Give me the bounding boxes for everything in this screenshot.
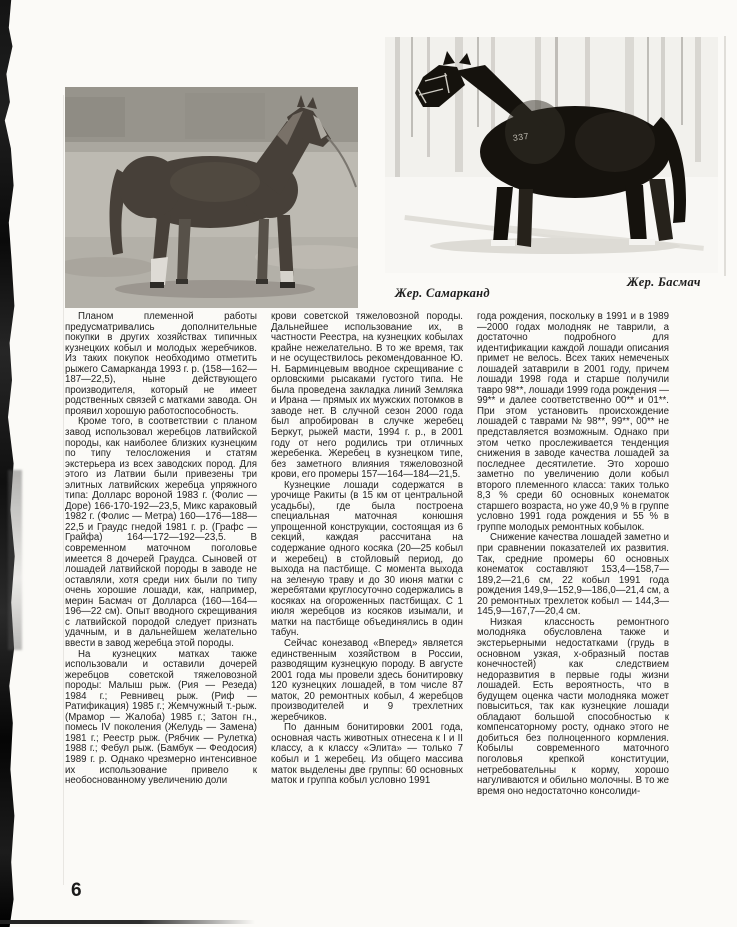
text-column-1 <box>65 312 257 797</box>
paragraph: По данным бонитировки 2001 года, основная часть животных отнесена к I и II классу, а к классу «Элита» — только 7 кобыл и 1 жеребец. Из общего массива маток выделены две группы: 60 основных маток и группа кобыл условно 1991 <box>271 722 463 787</box>
text-column-2 <box>271 312 463 797</box>
paragraph: На кузнецких матках также использовали и оставили дочерей жеребцов советской тяжеловозной породы: Малыш рыж. (Рия — Резеда) 1984 г.; Ревнивец рыж. (Риф — Ратификация) 1985 г.; Жемчужный т.-рыж. (Мрамор — Жалоба) 1985 г.; Затон гн., помесь IV поколения (Желудь — Замена) 1981 г.; Реестр рыж. (Рябчик — Рулетка) 1988 г.; Фебул рыж. (Бамбук — Феодосия) 1989 г. р. Однако чрезмерно интенсивное их использование привело к необоснованному увеличению доли <box>65 648 257 787</box>
page-edge-line <box>724 36 726 276</box>
photo-stallion-basmach <box>385 37 718 273</box>
scan-artifact-left-edge <box>0 0 16 927</box>
page-fold-line <box>63 95 64 885</box>
paragraph: Планом племенной работы предусматривались дополнительные покупки в других хозяйствах типичных кузнецких кобыл и молодых жеребчиков. Из таких покупок необходимо отметить рыжего Самарканда 1993 г. р. (158—162—187—22,5), ныне действующего производителя, который не имеет родственных связей с матками завода. Он проявил хорошую работоспособность. <box>65 311 257 417</box>
photo-stallion-samarkand <box>65 87 358 308</box>
shoulder-brand-number: 337 <box>512 131 530 144</box>
paragraph: Сейчас конезавод «Вперед» является единственным хозяйством в России, разводящим кузнецкую породу. В августе 2001 года мы провели здесь бонитировку 120 кузнецких лошадей, в том числе 87 маток, 20 ремонтных кобыл, 4 жеребцов производителей и 9 трехлетних жеребчиков. <box>271 637 463 723</box>
horse-in-field-image <box>65 87 358 308</box>
paragraph: Низкая классность ремонтного молодняка обусловлена также и экстерьерными недостатками (грудь в основном узкая, х-образный постав конечностей) как следствием недоразвития в первые годы жизни лошадей. Есть вероятность, что в будущем оценка части молодняка может повыситься, так как кузнецкие лошади обладают большой способностью к компенсаторному росту, однако этого не добиться без полноценного кормления. Кобылы современного маточного поголовья крепкой конституции, нетребовательны к корму, хорошо нагуливаются и обильно молочны. В то же время оно недостаточно консолиди- <box>477 616 669 797</box>
paragraph: Кроме того, в соответствии с планом завод использовал жеребцов латвийской породы, как наиболее близких кузнецким по типу телосложения и статям экстерьера из всех заводских пород. Для этого из Латвии были привезены три элитных латвийских жеребца упряжного типа: Долларс вороной 1983 г. (Фолис — Доре) 166-170-192—23,5, Микс караковый 1982 г. (Фолис — Метра) 160—176—188—22,5 и Граудс гнедой 1981 г. р. (Графс — Грайфа) 164—172—192—23,5. В современном маточном поголовье имеется 8 дочерей Граудса. Сыновей от лошадей латвийской породы в заводе не оставляли, хотя среди них были по типу очень хорошие лошади, как, например, мерин Басмач от Долларса (160—164—196—22 см). Опыт вводного скрещивания с латвийской породой следует признать удачным, и в дальнейшем желательно ввести в завод жеребца этой породы. <box>65 416 257 649</box>
article-text-columns <box>65 312 669 797</box>
paragraph: Снижение качества лошадей заметно и при сравнении показателей их развития. Так, средние промеры 60 основных конематок составляют 153,4—158,7—189,2—21,6 см, 22 кобыл 1991 года рождения 149,9—152,9—186,0—21,4 см, а 20 ремонтных трехлеток кобыл — 144,3—145,9—167,7—20,4 см. <box>477 532 669 618</box>
paragraph: крови советской тяжеловозной породы. Дальнейшее использование их, в частности Реестра, на кузнецких кобылах крайне нежелательно. В то же время, так и не осуществилось рекомендованное Ю. Н. Барминцевым вводное скрещивание с орловскими рысаками густого типа. Не была проведена закладка линий Земляка и Ирана — прямых их мужских потомков в заводе нет. В случной сезон 2000 года был апробирован в случке жеребец Беркут, рыжей масти, 1994 г. р., в 2001 году от него родились три отличных жеребенка. Жеребец в кузнецком типе, без заметного влияния тяжеловозной крови, его промеры 157—164—184—21,5. <box>271 311 463 481</box>
text-column-3 <box>477 312 669 797</box>
photo-caption-samarkand: Жер. Самарканд <box>395 286 490 300</box>
photo-caption-basmach: Жер. Басмач <box>627 275 701 289</box>
horse-in-snow-image <box>385 37 718 273</box>
scan-artifact-smudge <box>8 470 22 650</box>
paragraph: года рождения, поскольку в 1991 и в 1989—2000 годах молодняк не таврили, а достаточно подробного для идентификации каждой лошади описания примет не велось. Всех таких немеченых лошадей затаврили в 2001 году, причем лошади 1998 года и старше получили тавро 98**, лошади 1999 года рождения — 99** и далее соответственно 00** и 01**. При этом установить происхождение лошадей с таврами № 98**, 99**, 00** не представляется возможным. Однако при этом четко прослеживается тенденция снижения в заводе качества лошадей за последнее десятилетие. Это хорошо заметно по увеличению доли кобыл второго племенного класса: таких только 8,3 % среди 60 основных конематок старшего возраста, но уже 40,9 % в группе условно 1991 года рождения и 55 % в группе молодых ремонтных кобылок. <box>477 311 669 533</box>
paragraph: Кузнецкие лошади содержатся в урочище Ракиты (в 15 км от центральной усадьбы), где была построена специальная маточная конюшня упрощенной конструкции, состоящая из 6 секций, каждая рассчитана на содержание одного косяка (20—25 кобыл и жеребец) в стойловый период, до выхода на пастбище. С момента выхода на зеленую траву и до 30 июня матки с жеребятами круглосуточно содержались в косяках на огороженных пастбищах. С 1 июля жеребцов из косяков изымали, и матки на пастбище объединялись в один табун. <box>271 479 463 639</box>
page-number: 6 <box>71 880 83 901</box>
scan-artifact-bottom-edge <box>0 920 255 924</box>
